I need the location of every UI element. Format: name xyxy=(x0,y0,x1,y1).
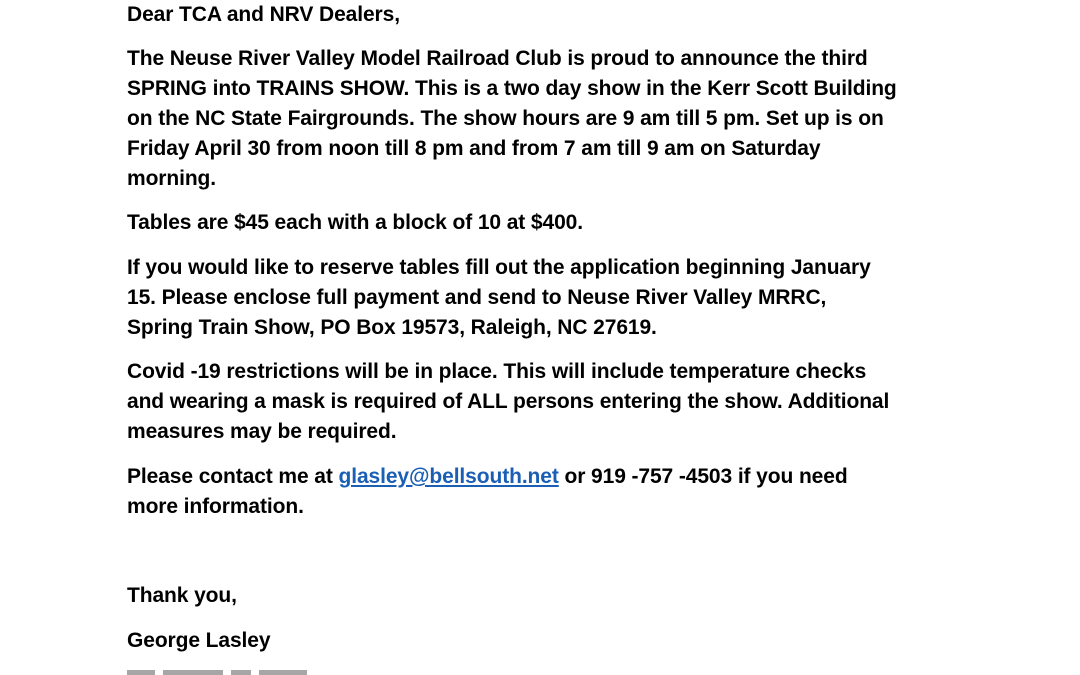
contact-paragraph xyxy=(127,462,957,522)
cut-off-glyph xyxy=(127,670,155,675)
announcement-line-2: SPRING into TRAINS SHOW. This is a two day show in the Kerr Scott Building xyxy=(127,77,897,100)
covid-line-1: Covid -19 restrictions will be in place. This will include temperature checks xyxy=(127,360,867,383)
reservation-line-1: If you would like to reserve tables fill out the application beginning January xyxy=(127,256,871,279)
covid-line-3: measures may be required. xyxy=(127,420,397,443)
covid-line-2: and wearing a mask is required of ALL persons entering the show. Additional xyxy=(127,390,890,413)
email-link[interactable]: glasley@bellsouth.net xyxy=(338,465,559,488)
cut-off-glyph xyxy=(231,670,251,675)
announcement-line-5: morning. xyxy=(127,167,217,190)
reservation-paragraph xyxy=(127,253,957,343)
cut-off-glyph xyxy=(163,670,223,675)
reservation-line-3: Spring Train Show, PO Box 19573, Raleigh, NC 27619. xyxy=(127,316,657,339)
table-pricing-paragraph: Tables are $45 each with a block of 10 at $400. xyxy=(127,211,583,234)
closing: Thank you, xyxy=(127,584,237,607)
contact-line-1: Please contact me at glasley@bellsouth.net or 919 -757 -4503 if you need xyxy=(127,465,848,488)
announcement-line-3: on the NC State Fairgrounds. The show hours are 9 am till 5 pm. Set up is on xyxy=(127,107,884,130)
cut-off-glyph xyxy=(259,670,307,675)
salutation: Dear TCA and NRV Dealers, xyxy=(127,3,400,26)
cut-off-text-line xyxy=(127,668,307,675)
reservation-line-2: 15. Please enclose full payment and send to Neuse River Valley MRRC, xyxy=(127,286,827,309)
announcement-line-1: The Neuse River Valley Model Railroad Club is proud to announce the third xyxy=(127,47,868,70)
contact-line-2: more information. xyxy=(127,495,304,518)
covid-paragraph xyxy=(127,357,957,447)
announcement-paragraph xyxy=(127,44,957,194)
announcement-line-4: Friday April 30 from noon till 8 pm and from 7 am till 9 am on Saturday xyxy=(127,137,821,160)
signature-name: George Lasley xyxy=(127,629,271,652)
